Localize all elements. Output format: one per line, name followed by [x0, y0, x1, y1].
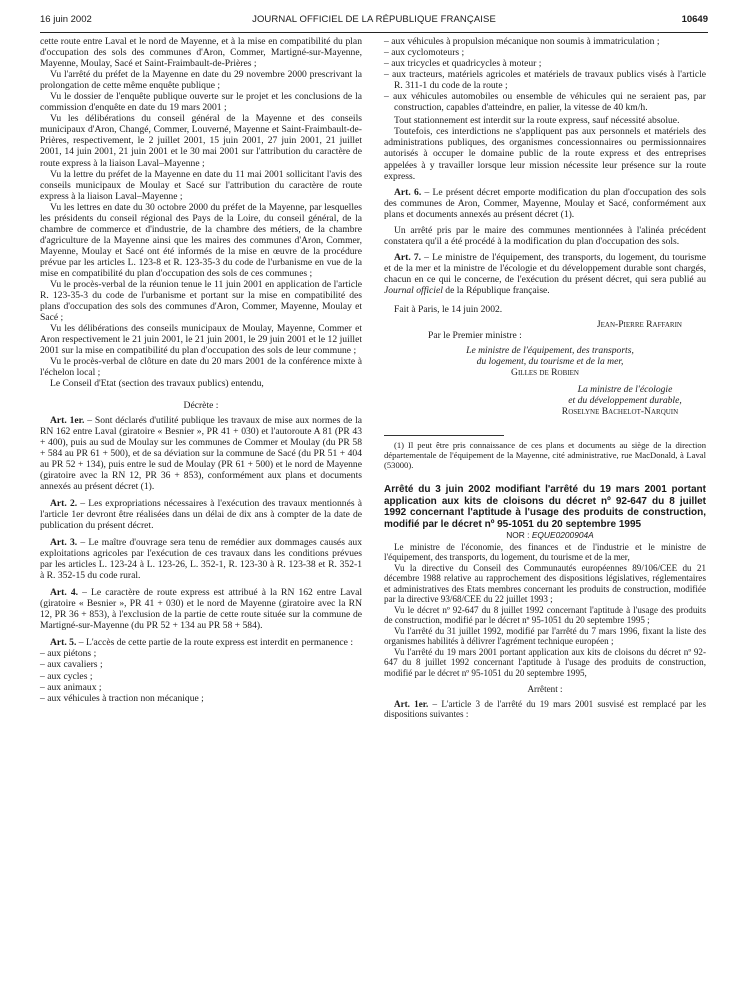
list-item: – aux piétons ; — [40, 648, 362, 659]
paragraph: Toutefois, ces interdictions ne s'appliquent pas aux personnels et matériels des administrations publiques, des organismes concessionnaires ou permissionnaires autorisés à occuper le domaine public de la route express et des entreprises appelées à y travailler lorsque leur mission nécessite leur présence sur la route express. — [384, 126, 706, 182]
header-page-number: 10649 — [681, 14, 708, 25]
footnote-rule — [384, 435, 504, 436]
article-text: – Le présent décret emporte modification du plan d'occupation des sols des communes de Aron, Commer, Mayenne, Moulay et Sacé, conformément aux plans et documents annexés au présent décret (1). — [384, 186, 706, 220]
article-label: Art. 4. — [50, 587, 79, 599]
article-label: Art. 1er. — [50, 414, 85, 426]
header-journal-title: JOURNAL OFFICIEL DE LA RÉPUBLIQUE FRANÇAISE — [252, 14, 496, 25]
list-item: – aux cyclomoteurs ; — [384, 47, 706, 58]
par-le-premier-ministre: Par le Premier ministre : — [428, 330, 522, 342]
list-item: – aux animaux ; — [40, 682, 362, 693]
paragraph: Vu l'arrêté du 31 juillet 1992, modifié par l'arrêté du 7 mars 1996, fixant la liste des organismes habilités à délivrer l'agrément technique européen ; — [384, 625, 706, 646]
access-prohibition-list — [40, 648, 362, 703]
list-item: – aux véhicules automobiles ou ensemble de véhicules qui ne seraient pas, par construction, capables d'atteindre, en palier, la vitesse de 40 km/h. — [384, 91, 706, 113]
article-text: – Sont déclarés d'utilité publique les travaux de mise aux normes de la RN 162 entre Laval (giratoire « Besnier », PR 41 + 030) et l'autoroute A 81 (PR 43 + 400), puis au sud de Moulay sur les communes de Commer et Moulay (du PR 58 + 584 au PR 61 + 500), et de sa déviation sur la commune de Sacé (du PR 51 + 404 au PR 52 + 134), puis entre le sud de Moulay (PR 61 + 500) et le nord de Mayenne (giratoire avec la RN 12, PR 36 + 853), conformément aux plans et documents annexés au présent décret (1). — [40, 414, 362, 492]
fait-a-paris: Fait à Paris, le 14 juin 2002. — [394, 304, 503, 316]
article-4 — [40, 587, 362, 631]
article-2 — [40, 498, 362, 531]
journal-officiel-italic: Journal officiel — [384, 284, 443, 296]
signature-minister-ecology: Roselyne Bachelot-Narquin — [561, 406, 679, 418]
paragraph: Vu les délibérations des conseils municipaux de Moulay, Mayenne, Commer et Aron respectivement le 21 juin 2001, le 21 juin 2001, le 29 juin 2001 et le 12 juillet 2001 sur la mise en compatibilité du plan d'occupation des sols de leur commune ; — [40, 323, 362, 357]
minister-title-line: La ministre de l'écologie — [577, 384, 673, 396]
article-7 — [384, 252, 706, 296]
article-1 — [40, 415, 362, 492]
article-text: – Le caractère de route express est attribué à la RN 162 entre Laval (giratoire « Besnier », PR 41 + 030) et le nord de Mayenne (giratoire avec la RN 12, PR 36 + 853), à l'exclusion de la partie de cette route située sur la commune de Martigné-sur-Mayenne (du PR 52 + 134 au PR 58 + 584). — [40, 587, 363, 632]
list-item: – aux tricycles et quadricycles à moteur ; — [384, 58, 706, 69]
signature-prime-minister: Jean-Pierre Raffarin — [596, 319, 682, 331]
arretent-heading: Arrêtent : — [527, 684, 563, 694]
arrete-article-1 — [384, 699, 706, 720]
header-date: 16 juin 2002 — [40, 14, 92, 25]
access-prohibition-list-cont — [384, 36, 706, 113]
article-text: de la République française. — [442, 284, 550, 296]
list-item: – aux cavaliers ; — [40, 659, 362, 670]
list-item: – aux véhicules à propulsion mécanique non soumis à immatriculation ; — [384, 36, 706, 47]
footnote: (1) Il peut être pris connaissance de ces plans et documents au siège de la direction départementale de l'équipement de la Mayenne, cité administrative, rue MacDonald, à Laval (53000). — [384, 440, 706, 471]
article-text: – L'accès de cette partie de la route express est interdit en permanence : — [76, 637, 353, 649]
paragraph: Vu les lettres en date du 30 octobre 2000 du préfet de la Mayenne, par lesquelles les présidents du conseil régional des Pays de la Loire, du conseil général, de la chambre de commerce et d'industrie, de la chambre des métiers, de la chambre d'agriculture de la Mayenne ainsi que les maires des communes d'Aron, Commer, Mayenne, Moulay et Sacé ont été informés de la mise en œuvre de la procédure prévue par les articles L. 123-8 et R. 123-35-3 du code de l'urbanisme en vue de la mise en compatibilité du plan d'occupation des sols de ces communes ; — [40, 201, 362, 279]
paragraph: Tout stationnement est interdit sur la route express, sauf nécessité absolue. — [394, 115, 680, 127]
paragraph: Vu le dossier de l'enquête publique ouverte sur le projet et les conclusions de la commission d'enquête en date du 19 mars 2001 ; — [40, 91, 362, 114]
paragraph: cette route entre Laval et le nord de Mayenne, et à la mise en compatibilité du plan d'occupation des sols des communes d'Aron, Commer, Martigné-sur-Mayenne, Mayenne, Moulay, Sacé et Saint-Fraimbault-de-Prières ; — [40, 36, 362, 70]
paragraph: Vu les délibérations du conseil général de la Mayenne et des conseils municipaux d'Aron, Changé, Commer, Louverné, Mayenne et Saint-Fraimbault-de-Prières, respectivement, le 2 juillet 2001, 15 juin 2001, 27 juin 2001, 21 juillet 2001, 14 juin 2001, 21 juin 2001 et le 30 mai 2001 sur l'attribution du caractère de route express à la liaison Laval–Mayenne ; — [40, 113, 362, 169]
header-rule — [40, 32, 708, 33]
right-column — [384, 36, 706, 720]
decrete-heading: Décrète : — [183, 399, 219, 411]
left-column — [40, 36, 362, 704]
article-label: Art. 7. — [394, 251, 422, 263]
list-item: – aux tracteurs, matériels agricoles et matériels de travaux publics visés à l'article R. 311-1 du code de la route ; — [384, 69, 706, 91]
article-3 — [40, 537, 362, 581]
paragraph: Le Conseil d'Etat (section des travaux publics) entendu, — [50, 378, 264, 390]
paragraph: Vu le procès-verbal de clôture en date du 20 mars 2001 de la conférence mixte à l'échelon local ; — [40, 356, 362, 379]
article-6 — [384, 187, 706, 220]
minister-title-line: Le ministre de l'équipement, des transports, — [466, 345, 634, 357]
arrete-title: Arrêté du 3 juin 2002 modifiant l'arrêté du 19 mars 2001 portant application aux kits de cloisons du décret nº 92-647 du 8 juillet 1992 concernant l'aptitude à l'usage des produits de construction, modifié par le décret nº 95-1051 du 20 septembre 1995 — [384, 484, 706, 530]
paragraph: Vu la directive du Conseil des Communautés européennes 89/106/CEE du 21 décembre 1988 relative au rapprochement des dispositions législatives, réglementaires et administratives des Etats membres concernant les produits de construction, modifiée par la directive 93/68/CEE du 22 juillet 1993 ; — [384, 562, 706, 604]
paragraph: Vu le décret nº 92-647 du 8 juillet 1992 concernant l'aptitude à l'usage des produits de construction, modifié par le décret nº 95-1051 du 20 septembre 1995 ; — [384, 604, 706, 625]
nor-label: NOR : — [506, 530, 532, 541]
paragraph: Vu la lettre du préfet de la Mayenne en date du 11 mai 2001 sollicitant l'avis des conseils municipaux de Moulay et Sacé sur l'attribution du caractère de route express à la liaison Laval–Mayenne ; — [40, 168, 362, 202]
article-text: – Le ministre de l'équipement, des transports, du logement, du tourisme et de la mer et la ministre de l'écologie et du développement durable sont chargés, chacun en ce qui le concerne, de l'exécution du présent décret, qui sera publié au — [384, 251, 706, 285]
article-label: Art. 1er. — [394, 698, 429, 709]
article-label: Art. 2. — [50, 497, 78, 509]
paragraph: Vu l'arrêté du préfet de la Mayenne en date du 29 novembre 2000 prescrivant la prolongation de cette même enquête publique ; — [40, 69, 362, 92]
nor-code: EQUE0200904A — [531, 530, 594, 541]
article-text: – Les expropriations nécessaires à l'exécution des travaux mentionnés à l'article 1er devront être réalisées dans un délai de dix ans à compter de la date de publication du présent décret. — [40, 497, 362, 531]
paragraph: Le ministre de l'économie, des finances et de l'industrie et le ministre de l'équipement, des transports, du logement, du tourisme et de la mer, — [384, 541, 706, 562]
article-label: Art. 3. — [50, 537, 78, 549]
paragraph: Vu l'arrêté du 19 mars 2001 portant application aux kits de cloisons du décret nº 92-647 du 8 juillet 1992 concernant l'aptitude à l'usage des produits de construction, modifié par le décret nº 95-1051 du 20 septembre 1995, — [384, 646, 706, 678]
list-item: – aux véhicules à traction non mécanique ; — [40, 693, 362, 704]
nor-reference — [384, 530, 706, 541]
list-item: – aux cycles ; — [40, 671, 362, 682]
article-text: – Le maître d'ouvrage sera tenu de remédier aux dommages causés aux exploitations agricoles par l'exécution de ces travaux dans les conditions prévues par les articles L. 123-24 à L. 123-26, L. 352-1, R. 123-30 à R. 123-38 et R. 352-1 à R. 352-15 du code rural. — [40, 537, 362, 582]
article-5 — [40, 637, 362, 648]
arrete-body — [384, 542, 706, 720]
article-label: Art. 6. — [394, 186, 422, 198]
minister-title-line: du logement, du tourisme et de la mer, — [476, 356, 624, 368]
article-text: – L'article 3 de l'arrêté du 19 mars 2001 susvisé est remplacé par les dispositions suivantes : — [384, 698, 706, 719]
signature-minister-equipment: Gilles de Robien — [511, 367, 579, 379]
page-header — [40, 14, 708, 30]
paragraph: Vu le procès-verbal de la réunion tenue le 11 juin 2001 en application de l'article R. 123-35-3 du code de l'urbanisme et portant sur la mise en compatibilité des plans d'occupation des sols des communes d'Aron, Commer, Mayenne, Moulay et Sacé ; — [40, 279, 362, 324]
minister-title-line: et du développement durable, — [568, 395, 682, 407]
article-label: Art. 5. — [50, 637, 77, 649]
paragraph: Un arrêté pris par le maire des communes mentionnées à l'alinéa précédent constatera qu'il a été procédé à la modification du plan d'occupation des sols. — [384, 224, 706, 247]
